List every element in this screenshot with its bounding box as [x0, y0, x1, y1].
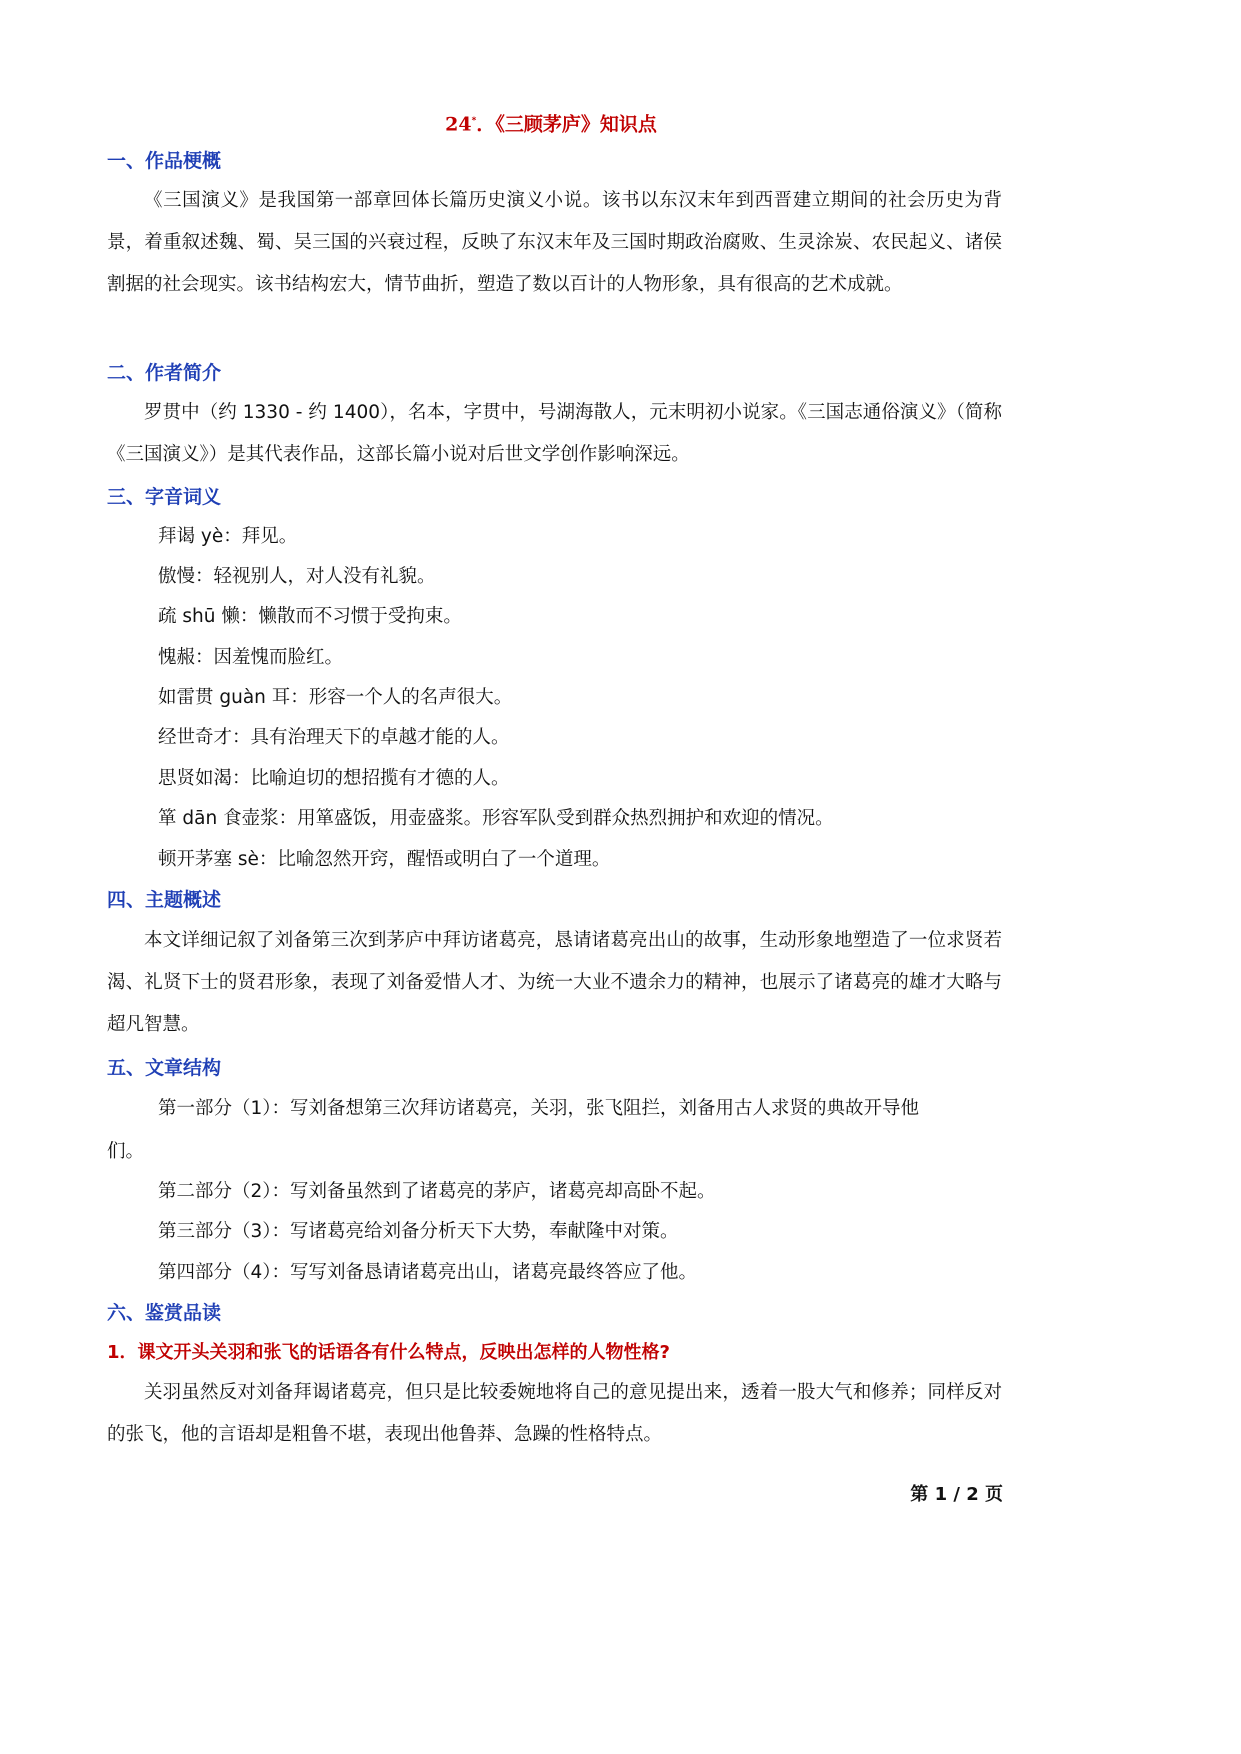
vocab-item: 如雷贯 guàn 耳：形容一个人的名声很大。 — [158, 687, 513, 708]
structure-part-1: 第一部分（1）：写刘备想第三次拜访诸葛亮，关羽，张飞阻拦，刘备用古人求贤的典故开导他 — [158, 1098, 920, 1119]
title-asterisk: * — [471, 116, 477, 126]
section-heading-2: 二、作者简介 — [107, 362, 222, 384]
page-title — [0, 108, 1102, 137]
section-heading-3: 三、字音词义 — [107, 486, 222, 508]
vocab-item: 拜谒 yè：拜见。 — [158, 526, 298, 547]
vocab-item: 愧赧：因羞愧而脸红。 — [158, 647, 344, 668]
section-body-2: 罗贯中（约 1330 - 约 1400），名本，字贯中，号湖海散人，元末明初小说家。《三国志通俗演义》（简称《三国演义》）是其代表作品，这部长篇小说对后世文学创作影响深远。 — [107, 402, 1002, 465]
structure-part-4: 第四部分（4）：写写刘备恳请诸葛亮出山，诸葛亮最终答应了他。 — [158, 1262, 698, 1283]
section-heading-4: 四、主题概述 — [107, 889, 222, 911]
vocab-item: 思贤如渴：比喻迫切的想招揽有才德的人。 — [158, 768, 510, 789]
section-body-1: 《三国演义》是我国第一部章回体长篇历史演义小说。该书以东汉末年到西晋建立期间的社会历史为背景，着重叙述魏、蜀、吴三国的兴衰过程，反映了东汉末年及三国时期政治腐败、生灵涂炭、农民起义、诸侯割据的社会现实。该书结构宏大，情节曲折，塑造了数以百计的人物形象，具有很高的艺术成就。 — [107, 190, 1002, 295]
title-number: 24 — [445, 113, 472, 136]
structure-part-1-continued: 们。 — [107, 1141, 145, 1162]
vocab-item: 疏 shū 懒：懒散而不习惯于受拘束。 — [158, 606, 462, 627]
title-text: ．《三顾茅庐》知识点 — [476, 113, 657, 136]
vocab-item: 傲慢：轻视别人，对人没有礼貌。 — [158, 566, 436, 587]
vocab-item: 经世奇才：具有治理天下的卓越才能的人。 — [158, 727, 510, 748]
section-body-4: 本文详细记叙了刘备第三次到茅庐中拜访诸葛亮，恳请诸葛亮出山的故事，生动形象地塑造了一位求贤若渴、礼贤下士的贤君形象，表现了刘备爱惜人才、为统一大业不遗余力的精神，也展示了诸葛亮的雄才大略与超凡智慧。 — [107, 930, 1002, 1035]
structure-part-3: 第三部分（3）：写诸葛亮给刘备分析天下大势，奉献隆中对策。 — [158, 1221, 679, 1242]
section-heading-1: 一、作品梗概 — [107, 150, 222, 172]
page-number: 第 1 / 2 页 — [910, 1484, 1003, 1505]
section-heading-6: 六、鉴赏品读 — [107, 1302, 222, 1324]
section-heading-5: 五、文章结构 — [107, 1057, 222, 1079]
vocab-item: 顿开茅塞 sè：比喻忽然开窍，醒悟或明白了一个道理。 — [158, 849, 611, 870]
structure-part-2: 第二部分（2）：写刘备虽然到了诸葛亮的茅庐，诸葛亮却高卧不起。 — [158, 1181, 716, 1202]
answer-1: 关羽虽然反对刘备拜谒诸葛亮，但只是比较委婉地将自己的意见提出来，透着一股大气和修养；同样反对的张飞，他的言语却是粗鲁不堪，表现出他鲁莽、急躁的性格特点。 — [107, 1382, 1002, 1445]
vocab-item: 箪 dān 食壶浆：用箪盛饭，用壶盛浆。形容军队受到群众热烈拥护和欢迎的情况。 — [158, 808, 834, 829]
question-1: 1．课文开头关羽和张飞的话语各有什么特点，反映出怎样的人物性格? — [107, 1342, 670, 1363]
